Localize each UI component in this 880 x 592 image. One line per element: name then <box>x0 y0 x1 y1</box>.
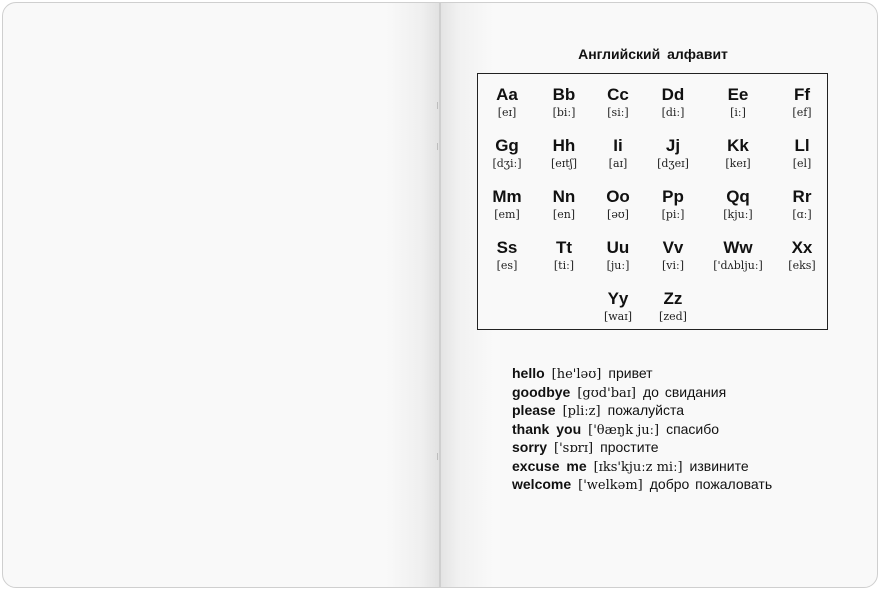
alphabet-transcription: [eɪtʃ] <box>550 157 578 170</box>
alphabet-transcription: [el] <box>792 157 812 170</box>
alphabet-transcription: [viː] <box>661 259 685 272</box>
phrase-row <box>512 476 772 495</box>
alphabet-cell <box>643 85 703 120</box>
alphabet-transcription: [piː] <box>661 208 685 221</box>
phrase-english: excuse me <box>512 457 587 474</box>
alphabet-cell <box>708 238 768 273</box>
phrase-transcription: ['θæŋk juː] <box>588 422 660 438</box>
alphabet-transcription: [iː] <box>730 106 746 119</box>
alphabet-cell <box>477 85 537 120</box>
alphabet-letter: Yy <box>607 289 629 308</box>
alphabet-letter: Jj <box>665 136 681 155</box>
alphabet-cell <box>772 136 832 171</box>
alphabet-cell <box>588 136 648 171</box>
alphabet-letter: Aa <box>496 85 518 104</box>
alphabet-letter: Dd <box>661 85 685 104</box>
phrase-english: hello <box>512 365 545 381</box>
alphabet-letter: Bb <box>552 85 576 104</box>
phrase-transcription: [pliːz] <box>562 404 601 419</box>
alphabet-letter: Ii <box>613 136 623 155</box>
phrase-row <box>512 421 772 440</box>
phrase-row <box>512 384 772 403</box>
alphabet-transcription: [kjuː] <box>723 208 753 221</box>
alphabet-cell <box>772 238 832 273</box>
alphabet-cell <box>772 85 832 120</box>
alphabet-transcription: [em] <box>494 208 520 221</box>
alphabet-letter: Oo <box>606 187 630 206</box>
phrase-row <box>512 365 772 384</box>
alphabet-letter: Tt <box>555 238 573 257</box>
left-page <box>2 2 440 588</box>
phrase-english: sorry <box>512 439 548 455</box>
phrase-row <box>512 458 772 477</box>
alphabet-cell <box>643 187 703 222</box>
phrase-english: welcome <box>512 476 572 492</box>
alphabet-letter: Ww <box>723 238 753 257</box>
phrase-russian: до свидания <box>643 383 727 400</box>
alphabet-cell <box>643 238 703 273</box>
alphabet-letter: Kk <box>727 136 749 155</box>
alphabet-letter: Ss <box>496 238 518 257</box>
alphabet-cell <box>477 238 537 273</box>
alphabet-letter: Zz <box>663 289 683 308</box>
phrase-english: goodbye <box>512 383 571 400</box>
page-edge-mark <box>437 143 438 150</box>
alphabet-transcription: [diː] <box>661 106 685 119</box>
alphabet-cell <box>588 85 648 120</box>
alphabet-letter: Hh <box>552 136 576 155</box>
alphabet-transcription: [biː] <box>552 106 576 119</box>
alphabet-letter: Uu <box>606 238 630 257</box>
alphabet-transcription: [juː] <box>606 259 630 272</box>
alphabet-letter: Ff <box>793 85 811 104</box>
phrase-english: please <box>512 402 556 418</box>
alphabet-transcription: [siː] <box>607 106 629 119</box>
alphabet-transcription: [eks] <box>788 259 816 272</box>
phrase-transcription: [gʊd'baɪ] <box>577 385 636 401</box>
alphabet-cell <box>588 289 648 324</box>
alphabet-transcription: [aɪ] <box>608 157 628 170</box>
alphabet-title: Английский алфавит <box>578 46 728 62</box>
phrase-row <box>512 402 772 421</box>
alphabet-cell <box>708 136 768 171</box>
alphabet-letter: Qq <box>726 187 750 206</box>
alphabet-transcription: [keɪ] <box>725 157 751 170</box>
alphabet-cell <box>588 187 648 222</box>
alphabet-letter: Ll <box>794 136 810 155</box>
phrase-transcription: [ɪks'kjuːz miː] <box>593 459 683 475</box>
alphabet-transcription: [en] <box>552 208 576 221</box>
alphabet-cell <box>534 136 594 171</box>
alphabet-cell <box>643 289 703 324</box>
alphabet-transcription: [tiː] <box>553 259 575 272</box>
alphabet-letter: Pp <box>662 187 684 206</box>
phrase-row <box>512 439 772 458</box>
phrase-russian: простите <box>600 439 659 455</box>
alphabet-transcription: [ef] <box>792 106 812 119</box>
page-edge-mark <box>437 102 438 109</box>
phrase-transcription: [he'ləʊ] <box>551 367 602 382</box>
alphabet-transcription: [dʒiː] <box>492 157 522 170</box>
alphabet-letter: Nn <box>552 187 576 206</box>
phrase-transcription: ['sɒrɪ] <box>554 441 594 456</box>
alphabet-transcription: [əʊ] <box>607 208 629 221</box>
alphabet-cell <box>708 187 768 222</box>
phrase-english: thank you <box>512 420 582 437</box>
phrase-transcription: ['welkəm] <box>578 478 643 493</box>
alphabet-table <box>477 73 828 330</box>
alphabet-transcription: [eɪ] <box>497 106 517 119</box>
alphabet-transcription: [ɑː] <box>792 208 812 221</box>
phrase-russian: привет <box>608 365 653 381</box>
alphabet-transcription: [waɪ] <box>603 310 633 323</box>
phrase-russian: пожалуйста <box>607 402 685 418</box>
alphabet-cell <box>477 136 537 171</box>
alphabet-transcription: ['dʌbljuː] <box>713 259 763 272</box>
alphabet-letter: Ee <box>727 85 749 104</box>
alphabet-cell <box>708 85 768 120</box>
phrase-russian: извините <box>689 457 749 474</box>
alphabet-cell <box>643 136 703 171</box>
alphabet-letter: Xx <box>791 238 813 257</box>
phrase-list <box>512 365 772 495</box>
alphabet-letter: Cc <box>607 85 629 104</box>
alphabet-cell <box>534 238 594 273</box>
alphabet-transcription: [zed] <box>659 310 687 323</box>
alphabet-cell <box>588 238 648 273</box>
alphabet-cell <box>772 187 832 222</box>
page-edge-mark <box>437 453 438 460</box>
alphabet-letter: Gg <box>495 136 519 155</box>
alphabet-cell <box>534 85 594 120</box>
phrase-russian: добро пожаловать <box>649 476 773 492</box>
alphabet-cell <box>477 187 537 222</box>
alphabet-cell <box>534 187 594 222</box>
alphabet-letter: Mm <box>492 187 522 206</box>
alphabet-letter: Rr <box>792 187 812 206</box>
alphabet-transcription: [dʒeɪ] <box>657 157 689 170</box>
alphabet-transcription: [es] <box>496 259 518 272</box>
alphabet-letter: Vv <box>662 238 684 257</box>
phrase-russian: спасибо <box>666 420 720 437</box>
